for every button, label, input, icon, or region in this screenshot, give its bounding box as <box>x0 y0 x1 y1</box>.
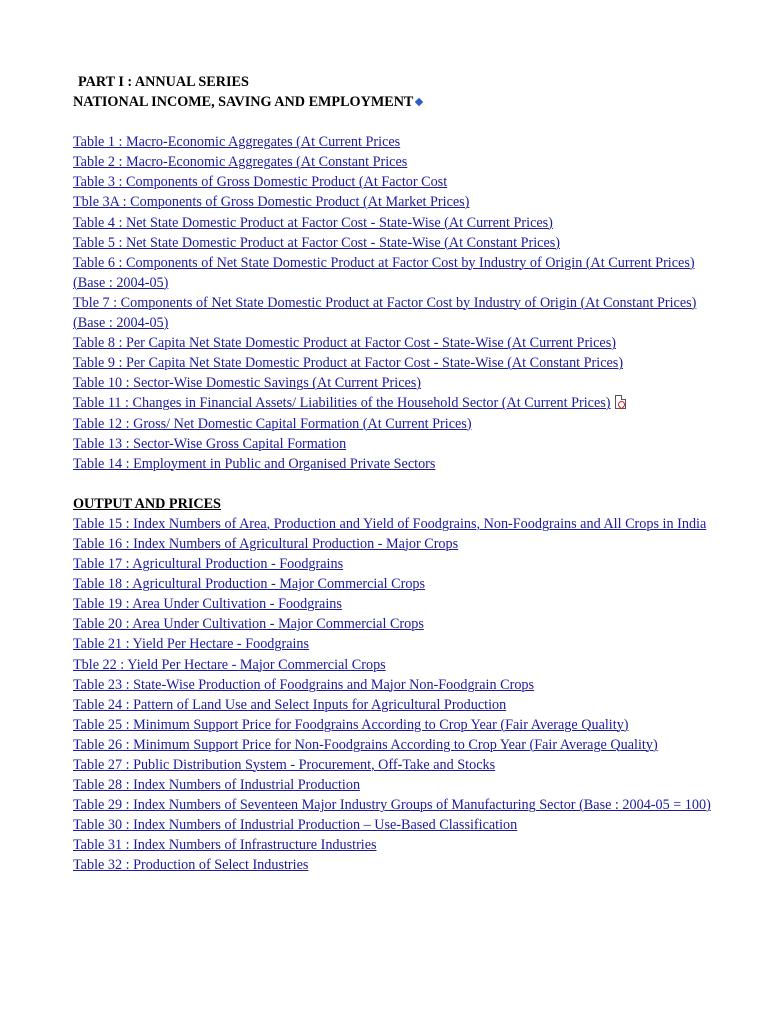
diamond-icon <box>415 98 423 106</box>
table-link-17[interactable]: Table 17 : Agricultural Production - Foodgrains <box>73 556 344 573</box>
table-link-19[interactable]: Table 19 : Area Under Cultivation - Foodgrains <box>73 596 342 613</box>
section-title-national-income <box>73 92 713 112</box>
table-link-3a[interactable]: Tble 3A : Components of Gross Domestic Product (At Market Prices) <box>73 194 470 211</box>
table-link-22[interactable]: Tble 22 : Yield Per Hectare - Major Commercial Crops <box>73 656 386 673</box>
table-link-13[interactable]: Table 13 : Sector-Wise Gross Capital Formation <box>73 435 347 452</box>
table-link-12[interactable]: Table 12 : Gross/ Net Domestic Capital Formation (At Current Prices) <box>73 415 472 432</box>
table-link-18[interactable]: Table 18 : Agricultural Production - Major Commercial Crops <box>73 576 426 593</box>
section-title-text: NATIONAL INCOME, SAVING AND EMPLOYMENT <box>73 94 414 111</box>
table-link-26[interactable]: Table 26 : Minimum Support Price for Non-Foodgrains According to Crop Year (Fair Average Quality) <box>73 736 658 753</box>
table-link-15[interactable]: Table 15 : Index Numbers of Area, Production and Yield of Foodgrains, Non-Foodgrains and All Crops in India <box>73 515 707 532</box>
table-link-27[interactable]: Table 27 : Public Distribution System - Procurement, Off-Take and Stocks <box>73 757 496 773</box>
table-link-10[interactable]: Table 10 : Sector-Wise Domestic Savings (At Current Prices) <box>73 375 422 392</box>
table-link-30[interactable]: Table 30 : Index Numbers of Industrial Production – Use-Based Classification <box>73 817 518 834</box>
table-link-20[interactable]: Table 20 : Area Under Cultivation - Major Commercial Crops <box>73 616 424 633</box>
table-link-21[interactable]: Table 21 : Yield Per Hectare - Foodgrains <box>73 636 310 653</box>
table-link-25[interactable]: Table 25 : Minimum Support Price for Foodgrains According to Crop Year (Fair Average Quality) <box>73 716 629 733</box>
table-link-29[interactable]: Table 29 : Index Numbers of Seventeen Major Industry Groups of Manufacturing Sector (Base : 2004-05 = 100) <box>73 797 711 814</box>
table-link-11[interactable]: Table 11 : Changes in Financial Assets/ Liabilities of the Household Sector (At Current Prices) <box>73 395 611 412</box>
table-link-28[interactable]: Table 28 : Index Numbers of Industrial Production <box>73 777 361 794</box>
table-link-7[interactable]: Tble 7 : Components of Net State Domestic Product at Factor Cost by Industry of Origin (At Constant Prices) (Base : 2004-05) <box>73 294 697 332</box>
output-prices-table-list <box>73 514 713 876</box>
table-link-4[interactable]: Table 4 : Net State Domestic Product at Factor Cost - State-Wise (At Current Prices) <box>73 214 553 231</box>
table-link-24[interactable]: Table 24 : Pattern of Land Use and Select Inputs for Agricultural Production <box>73 696 507 713</box>
national-income-table-list <box>73 132 713 474</box>
table-link-23[interactable]: Table 23 : State-Wise Production of Foodgrains and Major Non-Foodgrain Crops <box>73 676 535 693</box>
pdf-icon[interactable] <box>615 395 626 409</box>
table-link-16[interactable]: Table 16 : Index Numbers of Agricultural Production - Major Crops <box>73 535 459 552</box>
table-link-1[interactable]: Table 1 : Macro-Economic Aggregates (At Current Prices <box>73 134 401 151</box>
table-link-2[interactable]: Table 2 : Macro-Economic Aggregates (At Constant Prices <box>73 154 408 171</box>
table-link-5[interactable]: Table 5 : Net State Domestic Product at Factor Cost - State-Wise (At Constant Prices) <box>73 234 561 251</box>
part-title: PART I : ANNUAL SERIES <box>78 74 249 90</box>
table-link-32[interactable]: Table 32 : Production of Select Industries <box>73 857 309 874</box>
section-title-output-prices: OUTPUT AND PRICES <box>73 495 221 512</box>
table-link-14[interactable]: Table 14 : Employment in Public and Organised Private Sectors <box>73 455 436 472</box>
spacer <box>73 112 713 132</box>
table-link-9[interactable]: Table 9 : Per Capita Net State Domestic Product at Factor Cost - State-Wise (At Constant Prices) <box>73 355 624 372</box>
table-link-6[interactable]: Table 6 : Components of Net State Domestic Product at Factor Cost by Industry of Origin (At Current Prices) (Base : 2004-05) <box>73 254 695 291</box>
spacer <box>73 474 713 494</box>
table-link-31[interactable]: Table 31 : Index Numbers of Infrastructure Industries <box>73 837 377 854</box>
document-content <box>73 72 713 876</box>
table-link-8[interactable]: Table 8 : Per Capita Net State Domestic Product at Factor Cost - State-Wise (At Current Prices) <box>73 335 616 352</box>
table-link-3[interactable]: Table 3 : Components of Gross Domestic Product (At Factor Cost <box>73 174 448 191</box>
